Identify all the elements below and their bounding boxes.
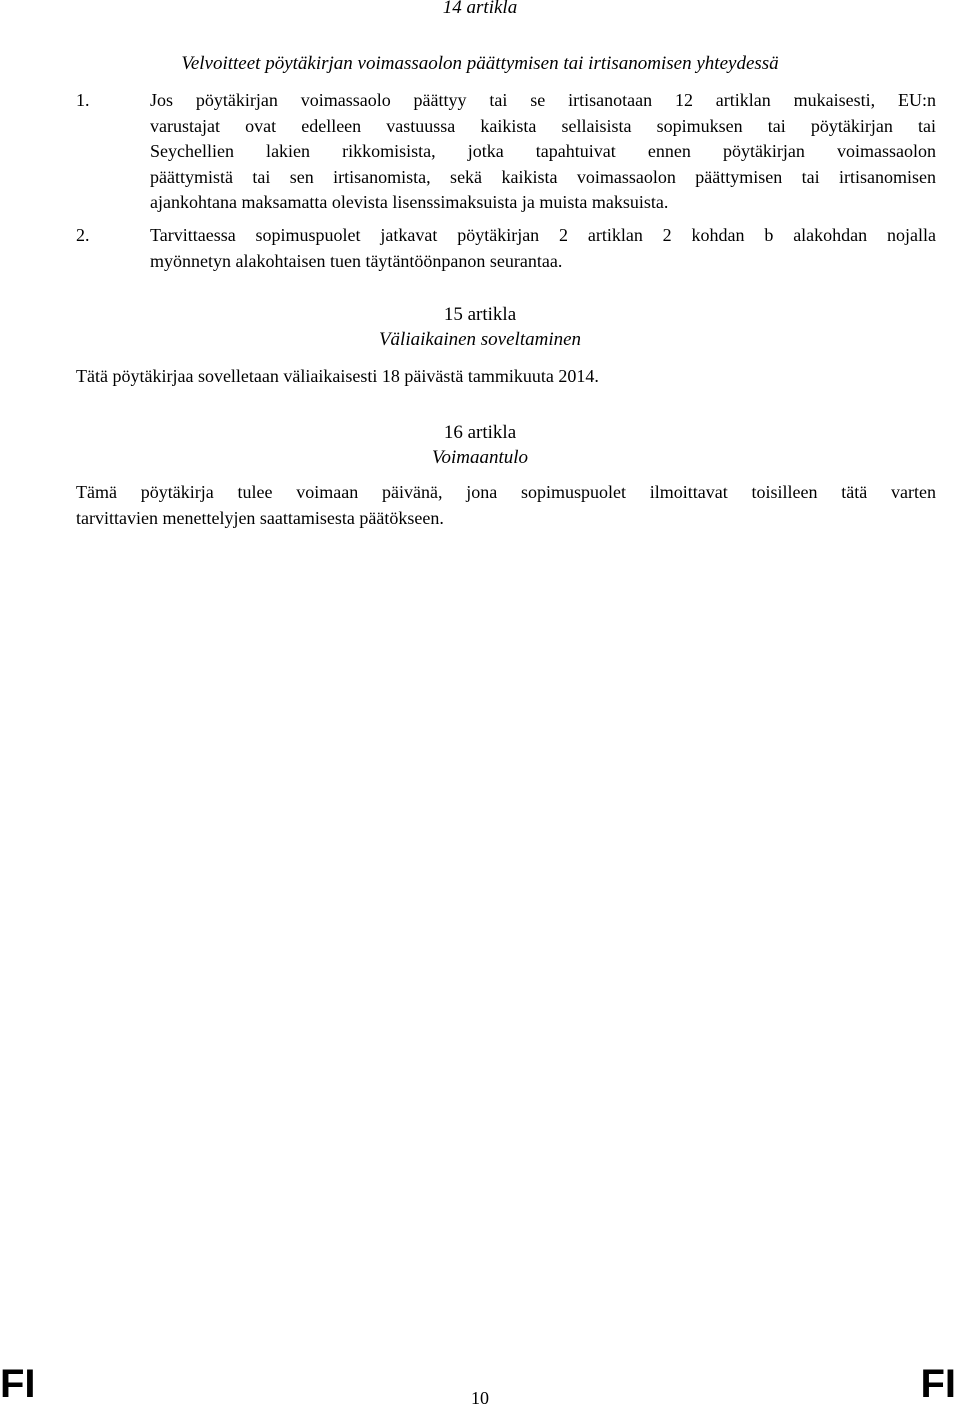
article-16-subtitle: Voimaantulo bbox=[431, 447, 529, 468]
page-number: 10 bbox=[471, 1388, 489, 1408]
article-14-subtitle: Velvoitteet pöytäkirjan voimassaolon päättymisen tai irtisanomisen yhteydessä bbox=[181, 53, 779, 74]
article-16-heading: 16 artikla bbox=[443, 422, 517, 443]
article-16-line: Tämä pöytäkirja tulee voimaan päivänä, jona sopimuspuolet ilmoittavat toisilleen tätä varten bbox=[76, 482, 936, 502]
article-14-item-2 bbox=[150, 223, 936, 274]
article-15-heading: 15 artikla bbox=[443, 304, 517, 325]
item-1-line: Seychellien lakien rikkomisista, jotka tapahtuivat ennen pöytäkirjan voimassaolon bbox=[150, 141, 936, 161]
item-1-line: ajankohtana maksamatta olevista lisenssimaksuista ja muista maksuista. bbox=[150, 192, 669, 212]
article-15-subtitle: Väliaikainen soveltaminen bbox=[378, 329, 582, 350]
article-16-line: tarvittavien menettelyjen saattamisesta päätökseen. bbox=[76, 507, 444, 528]
item-2-line: Tarvittaessa sopimuspuolet jatkavat pöytäkirjan 2 artiklan 2 kohdan b alakohdan nojalla bbox=[150, 225, 936, 245]
article-14-item-1 bbox=[150, 88, 936, 216]
item-1-line: Jos pöytäkirjan voimassaolo päättyy tai se irtisanotaan 12 artiklan mukaisesti, EU:n bbox=[150, 90, 936, 110]
footer-language-right: FI bbox=[920, 1362, 956, 1406]
item-2-line: myönnetyn alakohtaisen tuen täytäntöönpanon seurantaa. bbox=[150, 250, 563, 271]
item-1-number: 1. bbox=[76, 90, 90, 110]
item-2-number: 2. bbox=[76, 225, 90, 245]
article-16-text bbox=[76, 480, 936, 531]
footer-language-left: FI bbox=[0, 1362, 36, 1406]
item-1-line: päättymistä tai sen irtisanomista, sekä kaikista voimassaolon päättymisen tai irtisanomisen bbox=[150, 166, 936, 187]
item-1-line: varustajat ovat edelleen vastuussa kaikista sellaisista sopimuksen tai pöytäkirjan tai bbox=[150, 115, 936, 136]
article-14-heading: 14 artikla bbox=[442, 0, 518, 18]
article-15-text: Tätä pöytäkirjaa sovelletaan väliaikaisesti 18 päivästä tammikuuta 2014. bbox=[76, 366, 599, 386]
